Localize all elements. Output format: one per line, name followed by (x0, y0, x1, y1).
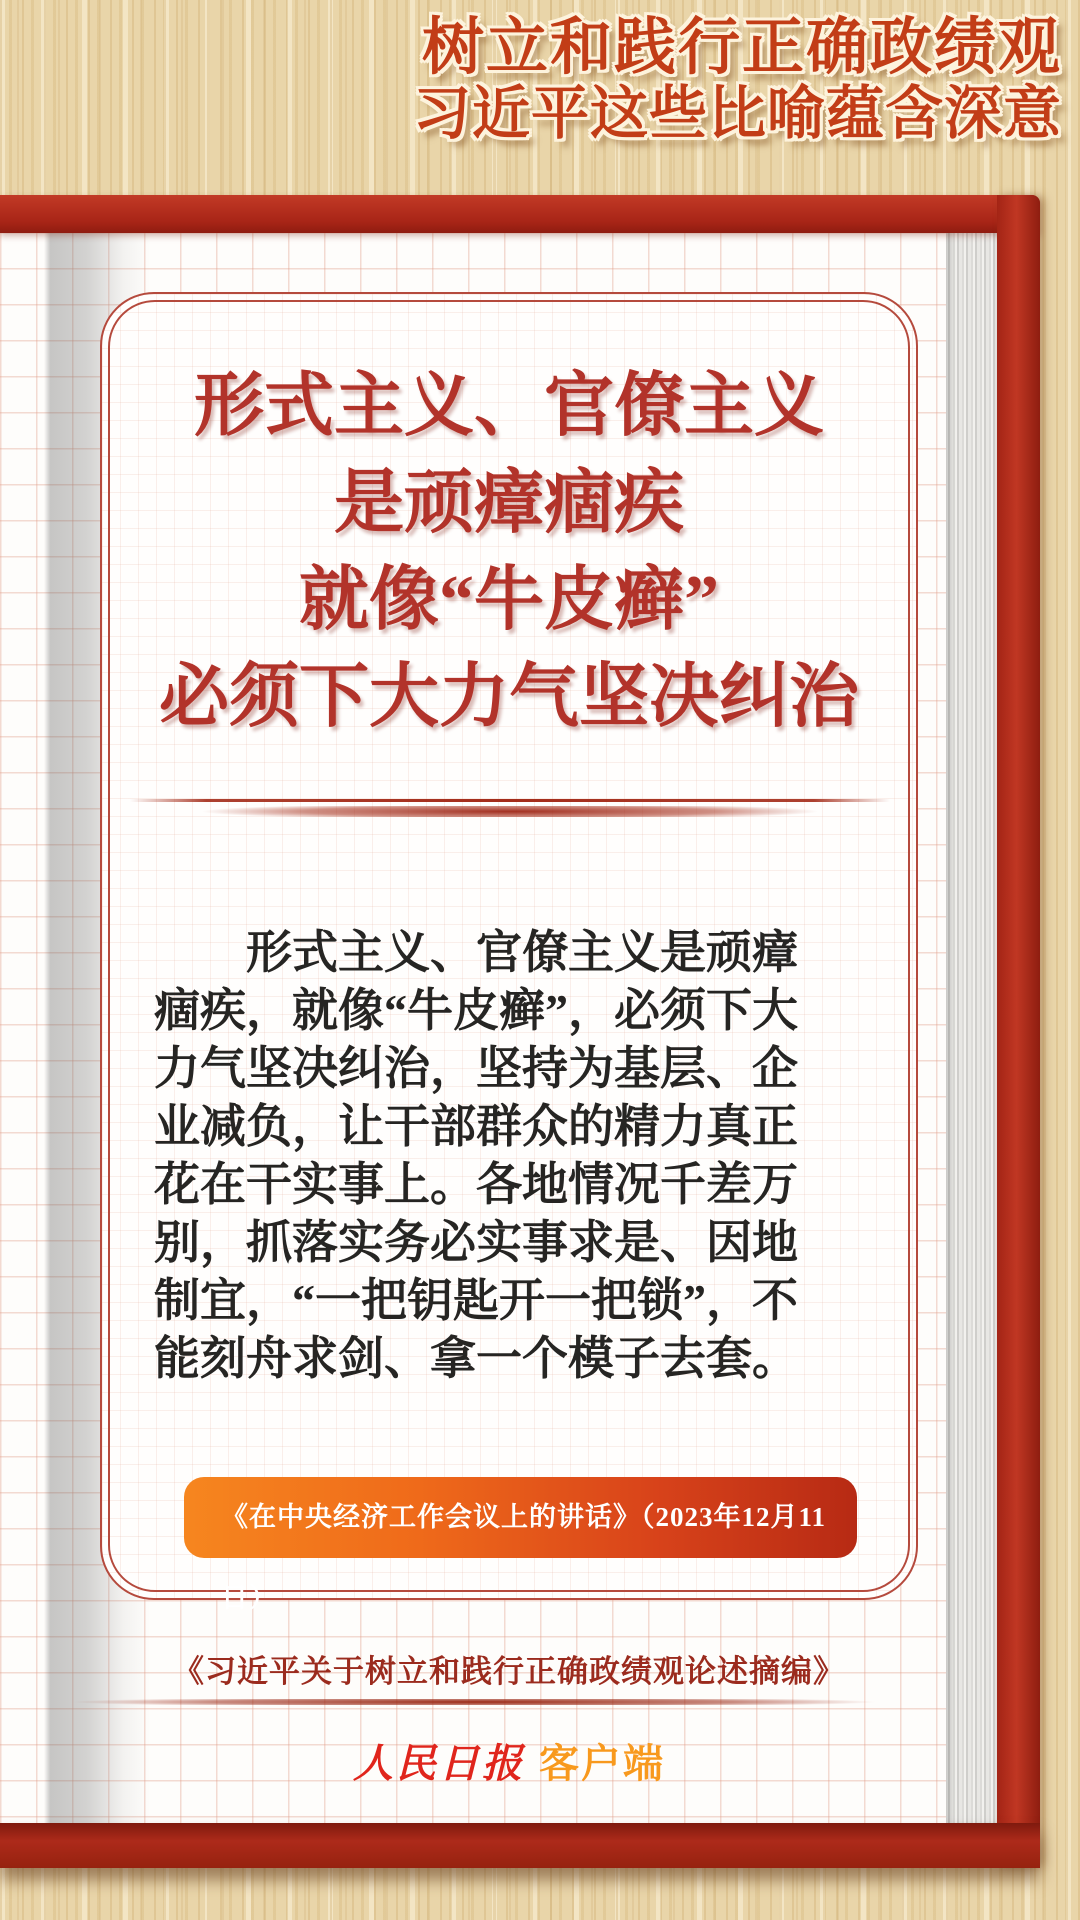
poster-title-line-1: 树立和践行正确政绩观 (421, 14, 1062, 82)
client-suffix-text: 客户端 (539, 1742, 665, 1786)
quote-card (100, 292, 918, 1613)
quote-body-line: 力气坚决纠治，坚持为基层、企 (154, 1043, 798, 1094)
quote-heading (102, 358, 916, 746)
quote-body-line: 形式主义、官僚主义是顽瘴 (246, 927, 798, 978)
quote-body-line: 痼疾，就像“牛皮癣”，必须下大 (154, 985, 798, 1036)
page-edge-stack (946, 232, 997, 1823)
book-cover-bottom (0, 1823, 1040, 1868)
footer-divider (70, 1699, 930, 1705)
people-daily-logo (100, 1732, 918, 1789)
book-cover-top (0, 195, 1040, 233)
quote-body-line: 别，抓落实务必实事求是、因地 (154, 1217, 798, 1268)
heading-divider-band (130, 806, 890, 817)
quote-heading-line: 就像“牛皮癣” (299, 562, 719, 639)
quote-body-line: 能刻舟求剑、拿一个模子去套。 (154, 1333, 798, 1384)
quote-body-line: 花在干实事上。各地情况千差万 (154, 1159, 798, 1210)
quote-heading-line: 必须下大力气坚决纠治 (159, 659, 859, 736)
quote-body-line: 业减负，让干部群众的精力真正 (154, 1101, 798, 1152)
quote-heading-line: 形式主义、官僚主义 (194, 368, 824, 445)
heading-divider (130, 799, 890, 817)
quote-body-line: 制宜，“一把钥匙开一把锁”，不 (154, 1275, 798, 1326)
heading-divider-line (130, 799, 890, 802)
poster-title-line-2: 习近平这些比喻蕴含深意 (412, 81, 1062, 146)
source-badge: 《在中央经济工作会议上的讲话》（2023年12月11日） (184, 1477, 857, 1558)
quote-heading-line: 是顽瘴痼疾 (334, 465, 684, 542)
people-daily-masthead-text: 人民日报 (353, 1741, 525, 1786)
quote-body (154, 924, 868, 1388)
poster-title (413, 14, 1062, 146)
book-cover-right (997, 195, 1040, 1868)
book-title-caption: 《习近平关于树立和践行正确政绩观论述摘编》 (173, 1654, 845, 1689)
